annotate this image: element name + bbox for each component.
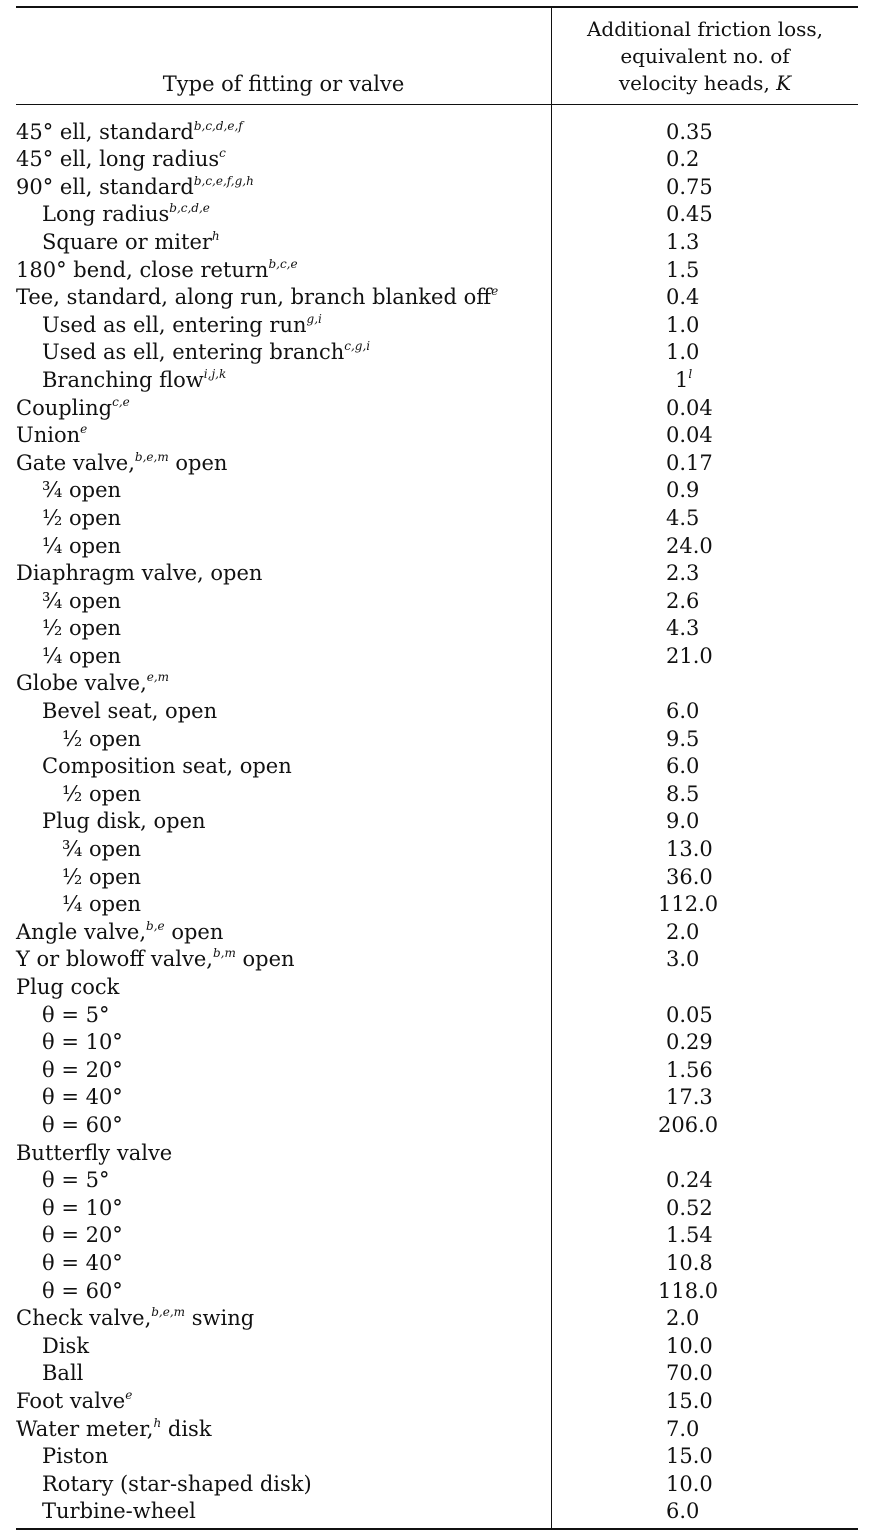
fitting-label [16, 1499, 551, 1523]
table-row [16, 171, 858, 199]
table-top-rule [16, 6, 858, 8]
fitting-name-suffix: open [168, 450, 228, 475]
fitting-label [16, 644, 551, 668]
footnote-ref: c,g,i [344, 339, 371, 354]
fitting-label [16, 1389, 551, 1413]
k-value-number: 24.0 [666, 533, 713, 558]
footnote-ref: b,c,d,e [169, 201, 210, 216]
k-value [551, 727, 858, 751]
fitting-label [16, 1361, 551, 1385]
k-value [551, 1058, 858, 1082]
k-value-number: 206.0 [658, 1112, 719, 1137]
table-row [16, 337, 858, 365]
table-row [16, 889, 858, 917]
k-value [551, 1030, 858, 1054]
footnote-ref: b,c,e [268, 256, 298, 271]
fitting-name: θ = 10° [42, 1030, 123, 1055]
fitting-name: 45° ell, standard [16, 119, 194, 144]
k-value [551, 147, 858, 171]
fitting-name: θ = 20° [42, 1223, 123, 1248]
k-value [551, 1223, 858, 1247]
fitting-name: Used as ell, entering run [42, 312, 307, 337]
table-row [16, 226, 858, 254]
k-value-number: 8.5 [666, 781, 700, 806]
table-row [16, 751, 858, 779]
fitting-name-suffix: open [164, 919, 224, 944]
type-column-header: Type of fitting or valve [162, 72, 405, 96]
fitting-name: Tee, standard, along run, branch blanked off [16, 285, 492, 310]
k-value [551, 644, 858, 668]
k-value [551, 478, 858, 502]
k-footnote-ref: l [688, 366, 693, 381]
table-row [16, 1413, 858, 1441]
footnote-ref: e [80, 422, 88, 437]
k-value-number: 6.0 [666, 699, 700, 724]
k-value [551, 1168, 858, 1192]
fitting-name: Coupling [16, 395, 113, 420]
fitting-label [16, 947, 551, 971]
fitting-name: Turbine-wheel [42, 1499, 196, 1524]
fitting-name: θ = 40° [42, 1250, 123, 1275]
fitting-name: ½ open [42, 505, 122, 530]
fitting-label [16, 1444, 551, 1468]
fitting-name-suffix: disk [161, 1416, 212, 1441]
table-row [16, 447, 858, 475]
fitting-name: Composition seat, open [42, 754, 292, 779]
fitting-name: Rotary (star-shaped disk) [42, 1471, 312, 1496]
fitting-name: Foot valve [16, 1388, 126, 1413]
fitting-name-suffix: open [235, 947, 295, 972]
k-value [551, 120, 858, 144]
table-row [16, 1165, 858, 1193]
k-value [551, 754, 858, 778]
k-header-line-3-text: velocity heads, [618, 71, 770, 95]
fitting-name: Long radius [42, 202, 170, 227]
table-row [16, 723, 858, 751]
k-value [551, 1251, 858, 1275]
k-value [551, 202, 858, 226]
k-value [551, 809, 858, 833]
table-row [16, 364, 858, 392]
table-row [16, 1247, 858, 1275]
k-value [551, 396, 858, 420]
footnote-ref: b,e,m [151, 1305, 186, 1320]
table-row [16, 999, 858, 1027]
k-value [551, 1417, 858, 1441]
table-row [16, 309, 858, 337]
k-value-number: 4.5 [666, 505, 700, 530]
k-value-number: 1.56 [666, 1057, 713, 1082]
k-value-number: 1.54 [666, 1223, 713, 1248]
table-row [16, 392, 858, 420]
footnote-ref: h [153, 1415, 162, 1430]
k-value [551, 1085, 858, 1109]
fitting-label [16, 506, 551, 530]
k-value [551, 782, 858, 806]
k-value-number: 0.04 [666, 395, 713, 420]
k-value [551, 423, 858, 447]
fitting-label [16, 1113, 551, 1137]
k-value [551, 920, 858, 944]
fitting-name: θ = 60° [42, 1278, 123, 1303]
fitting-label [16, 1141, 551, 1165]
k-value-number: 118.0 [658, 1278, 719, 1303]
table-row [16, 254, 858, 282]
fitting-name: θ = 40° [42, 1085, 123, 1110]
k-value-number: 21.0 [666, 643, 713, 668]
k-symbol: K [776, 71, 792, 95]
fitting-label [16, 202, 551, 226]
fitting-name: Diaphragm valve, open [16, 561, 263, 586]
fitting-name: 90° ell, standard [16, 174, 194, 199]
k-value-number: 1.0 [666, 312, 700, 337]
k-value-number: 0.52 [666, 1195, 713, 1220]
table-row [16, 585, 858, 613]
footnote-ref: b,e,m [134, 449, 169, 464]
fitting-name: Branching flow [42, 367, 204, 392]
table-row [16, 1385, 858, 1413]
footnote-ref: h [211, 228, 220, 243]
k-value [551, 947, 858, 971]
fitting-label [16, 837, 551, 861]
table-row [16, 1109, 858, 1137]
fitting-label [16, 1251, 551, 1275]
fitting-name: Globe valve, [16, 671, 147, 696]
fitting-name-suffix: swing [185, 1306, 255, 1331]
table-row [16, 944, 858, 972]
table-row [16, 806, 858, 834]
k-value-number: 0.17 [666, 450, 713, 475]
fitting-label [16, 230, 551, 254]
table-row [16, 861, 858, 889]
table-row [16, 1275, 858, 1303]
fitting-name: Plug disk, open [42, 809, 206, 834]
fitting-label [16, 1058, 551, 1082]
fitting-label [16, 865, 551, 889]
k-value-number: 9.5 [666, 726, 700, 751]
fitting-label [16, 1030, 551, 1054]
k-value [551, 892, 858, 916]
fitting-label [16, 892, 551, 916]
fitting-name: Union [16, 423, 81, 448]
fitting-name: Plug cock [16, 975, 120, 999]
fitting-name: Butterfly valve [16, 1140, 173, 1165]
fitting-label [16, 175, 551, 199]
k-header-line-1: Additional friction loss, [586, 17, 824, 41]
k-value-number: 6.0 [666, 754, 700, 779]
table-row [16, 1054, 858, 1082]
fitting-label [16, 1003, 551, 1027]
k-column-header [552, 16, 858, 97]
k-header-line-3 [552, 70, 858, 97]
fitting-name: ¼ open [42, 643, 122, 668]
fitting-label [16, 1306, 551, 1330]
k-value-number: 7.0 [666, 1416, 700, 1441]
fitting-label [16, 396, 551, 420]
table-row [16, 475, 858, 503]
k-value-number: 1 [675, 367, 689, 392]
k-value-number: 0.4 [666, 285, 700, 310]
fitting-label [16, 120, 551, 144]
table-row [16, 695, 858, 723]
fitting-name: ½ open [42, 616, 122, 641]
fitting-name: Ball [42, 1361, 84, 1386]
k-value [551, 616, 858, 640]
fitting-name: Angle valve, [16, 919, 147, 944]
table-row [16, 144, 858, 172]
fitting-name: θ = 5° [42, 1168, 110, 1193]
k-value-number: 0.05 [666, 1002, 713, 1027]
k-value-number: 112.0 [658, 892, 719, 917]
table-row [16, 502, 858, 530]
fitting-name: ¾ open [42, 588, 122, 613]
fitting-label [16, 975, 551, 999]
k-value [551, 1361, 858, 1385]
k-value-number: 0.29 [666, 1030, 713, 1055]
fitting-label [16, 1279, 551, 1303]
k-value-number: 0.75 [666, 174, 713, 199]
k-value-number: 0.35 [666, 119, 713, 144]
fitting-label [16, 1168, 551, 1192]
fitting-name: θ = 60° [42, 1112, 123, 1137]
table-row [16, 199, 858, 227]
fitting-label [16, 423, 551, 447]
table-row [16, 1468, 858, 1496]
k-value [551, 1472, 858, 1496]
k-value-number: 10.8 [666, 1250, 713, 1275]
table-row [16, 420, 858, 448]
fitting-name: Water meter, [16, 1416, 154, 1441]
table-row [16, 530, 858, 558]
k-value [551, 1444, 858, 1468]
k-value [551, 1499, 858, 1523]
k-value-number: 2.0 [666, 919, 700, 944]
k-value [551, 368, 858, 392]
table-row [16, 116, 858, 144]
table-row [16, 833, 858, 861]
k-value-number: 13.0 [666, 837, 713, 862]
table-row [16, 971, 858, 999]
fitting-name: Check valve, [16, 1306, 152, 1331]
fitting-name: ½ open [62, 864, 142, 889]
fitting-label [16, 1085, 551, 1109]
k-value-number: 0.04 [666, 423, 713, 448]
table-row [16, 1496, 858, 1524]
fitting-label [16, 589, 551, 613]
k-value [551, 313, 858, 337]
table-row [16, 668, 858, 696]
fitting-label [16, 809, 551, 833]
k-value-number: 1.5 [666, 257, 700, 282]
k-value [551, 258, 858, 282]
footnote-ref: b,e [146, 918, 165, 933]
fitting-label [16, 451, 551, 475]
k-value-number: 15.0 [666, 1388, 713, 1413]
footnote-ref: e [491, 284, 499, 299]
k-value [551, 865, 858, 889]
fittings-table-body [16, 116, 858, 1523]
fitting-name: ¼ open [42, 533, 122, 558]
fitting-name: θ = 5° [42, 1002, 110, 1027]
table-row [16, 1441, 858, 1469]
fitting-name: ½ open [62, 726, 142, 751]
k-value [551, 699, 858, 723]
table-row [16, 613, 858, 641]
k-value [551, 561, 858, 585]
table-row [16, 916, 858, 944]
table-row [16, 1082, 858, 1110]
table-row [16, 1358, 858, 1386]
fitting-label [16, 561, 551, 585]
fitting-label [16, 699, 551, 723]
table-row [16, 1137, 858, 1165]
table-bottom-rule [16, 1528, 858, 1530]
fitting-name: Square or miter [42, 229, 212, 254]
fitting-label [16, 1417, 551, 1441]
k-value-number: 2.0 [666, 1306, 700, 1331]
fitting-label [16, 1472, 551, 1496]
k-value-number: 0.24 [666, 1168, 713, 1193]
k-value-number: 36.0 [666, 864, 713, 889]
fitting-name: ¾ open [42, 478, 122, 503]
fitting-name: ¼ open [62, 892, 142, 917]
k-value-number: 2.3 [666, 561, 700, 586]
fitting-name: Y or blowoff valve, [16, 947, 213, 972]
table-row [16, 558, 858, 586]
k-value [551, 175, 858, 199]
table-row [16, 1027, 858, 1055]
footnote-ref: e [125, 1387, 133, 1402]
k-value-number: 70.0 [666, 1361, 713, 1386]
fitting-label [16, 782, 551, 806]
k-value [551, 451, 858, 475]
k-value [551, 1196, 858, 1220]
table-row [16, 778, 858, 806]
k-value [551, 1389, 858, 1413]
fitting-name: Disk [42, 1333, 90, 1358]
fitting-name: ½ open [62, 781, 142, 806]
footnote-ref: b,m [212, 946, 236, 961]
k-value [551, 285, 858, 309]
fitting-label [16, 368, 551, 392]
k-value-number: 1.0 [666, 340, 700, 365]
footnote-ref: c,e [112, 394, 130, 409]
header-rule [16, 104, 858, 105]
fitting-label [16, 147, 551, 171]
fitting-name: Gate valve, [16, 450, 135, 475]
fitting-name: θ = 20° [42, 1057, 123, 1082]
k-value [551, 589, 858, 613]
fitting-name: 45° ell, long radius [16, 147, 220, 172]
fitting-label [16, 1223, 551, 1247]
footnote-ref: e,m [146, 670, 170, 685]
k-value-number: 2.6 [666, 588, 700, 613]
k-value-number: 0.45 [666, 202, 713, 227]
k-value [551, 506, 858, 530]
footnote-ref: c [219, 146, 226, 161]
fitting-label [16, 340, 551, 364]
fitting-name: Piston [42, 1444, 109, 1469]
k-value-number: 3.0 [666, 947, 700, 972]
table-row [16, 1192, 858, 1220]
k-value-number: 10.0 [666, 1333, 713, 1358]
fitting-label [16, 258, 551, 282]
footnote-ref: b,c,e,f,g,h [193, 173, 254, 188]
k-value-number: 6.0 [666, 1499, 700, 1524]
footnote-ref: b,c,d,e,f [193, 118, 243, 133]
fitting-label [16, 313, 551, 337]
k-value [551, 230, 858, 254]
k-value-number: 17.3 [666, 1085, 713, 1110]
fitting-name: ¾ open [62, 837, 142, 862]
k-header-line-2: equivalent no. of [620, 44, 790, 68]
fitting-name: Used as ell, entering branch [42, 340, 345, 365]
k-value [551, 340, 858, 364]
fitting-label [16, 478, 551, 502]
k-value-number: 1.3 [666, 229, 700, 254]
table-row [16, 1220, 858, 1248]
k-value [551, 1306, 858, 1330]
k-value [551, 1003, 858, 1027]
k-value-number: 0.9 [666, 478, 700, 503]
fitting-label [16, 616, 551, 640]
k-value [551, 1334, 858, 1358]
fitting-label [16, 671, 551, 695]
k-value [551, 837, 858, 861]
k-value [551, 1279, 858, 1303]
k-value-number: 4.3 [666, 616, 700, 641]
k-value-number: 10.0 [666, 1471, 713, 1496]
fitting-label [16, 920, 551, 944]
k-value [551, 1113, 858, 1137]
table-row [16, 640, 858, 668]
fitting-name: 180° bend, close return [16, 257, 269, 282]
table-row [16, 1330, 858, 1358]
table-row [16, 282, 858, 310]
k-value-number: 15.0 [666, 1444, 713, 1469]
fitting-name: Bevel seat, open [42, 699, 218, 724]
fitting-label [16, 754, 551, 778]
footnote-ref: i,j,k [203, 366, 227, 381]
footnote-ref: g,i [306, 311, 322, 326]
fitting-label [16, 285, 551, 309]
fitting-label [16, 1196, 551, 1220]
fitting-label [16, 1334, 551, 1358]
k-value [551, 534, 858, 558]
fitting-label [16, 727, 551, 751]
fitting-name: θ = 10° [42, 1195, 123, 1220]
fitting-label [16, 534, 551, 558]
k-value-number: 0.2 [666, 147, 700, 172]
k-value-number: 9.0 [666, 809, 700, 834]
table-row [16, 1303, 858, 1331]
